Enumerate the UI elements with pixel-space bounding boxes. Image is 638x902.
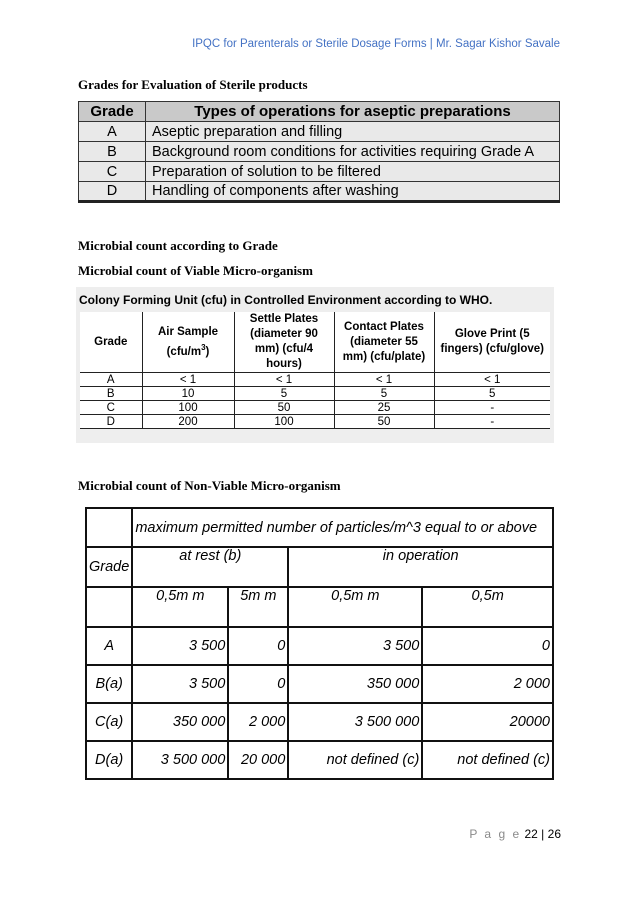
value-cell: 5 — [334, 387, 434, 401]
value-cell: < 1 — [142, 373, 234, 387]
value-cell: 2 000 — [422, 665, 553, 703]
table-row — [80, 415, 550, 429]
running-header: IPQC for Parenterals or Sterile Dosage Forms | Mr. Sagar Kishor Savale — [192, 38, 560, 50]
table-row — [79, 162, 560, 182]
table-row — [79, 182, 560, 202]
grades-table — [78, 101, 560, 203]
value-cell: not defined (c) — [422, 741, 553, 779]
non-viable-count-table — [85, 507, 554, 780]
air-sample-close: ) — [205, 345, 210, 358]
value-cell: 200 — [142, 415, 234, 429]
page-label: P a g e — [469, 827, 522, 841]
grade-cell: D — [80, 415, 142, 429]
value-cell: 3 500 — [288, 627, 422, 665]
viable-count-table — [80, 312, 550, 429]
grade-cell: A — [79, 122, 146, 142]
size-header: 0,5m — [422, 587, 553, 627]
value-cell: 10 — [142, 387, 234, 401]
operation-cell: Background room conditions for activities requiring Grade A — [146, 142, 560, 162]
column-header-air-sample — [142, 312, 234, 373]
value-cell: not defined (c) — [288, 741, 422, 779]
column-header-glove-print: Glove Print (5 fingers) (cfu/glove) — [434, 312, 550, 373]
value-cell: 20 000 — [228, 741, 288, 779]
value-cell: 350 000 — [288, 665, 422, 703]
size-header: 5m m — [228, 587, 288, 627]
column-header-grade: Grade — [80, 312, 142, 373]
table-row — [79, 142, 560, 162]
page-total: 26 — [547, 827, 561, 841]
operation-cell: Preparation of solution to be filtered — [146, 162, 560, 182]
size-header: 0,5m m — [288, 587, 422, 627]
value-cell: 3 500 000 — [132, 741, 228, 779]
page-number: 22 — [524, 827, 538, 841]
value-cell: 5 — [434, 387, 550, 401]
value-cell: < 1 — [334, 373, 434, 387]
table-header-row — [80, 312, 550, 373]
value-cell: 0 — [228, 627, 288, 665]
value-cell: 20000 — [422, 703, 553, 741]
grade-cell: A — [80, 373, 142, 387]
column-header-grade: Grade — [79, 102, 146, 122]
grade-cell: B — [79, 142, 146, 162]
size-header: 0,5m m — [132, 587, 228, 627]
value-cell: 100 — [234, 415, 334, 429]
table-header-row — [86, 547, 553, 587]
at-rest-header: at rest (b) — [132, 547, 288, 587]
empty-cell — [86, 587, 132, 627]
grade-cell: A — [86, 627, 132, 665]
value-cell: 50 — [334, 415, 434, 429]
value-cell: 3 500 000 — [288, 703, 422, 741]
column-header-settle-plates: Settle Plates (diameter 90 mm) (cfu/4 hours) — [234, 312, 334, 373]
grade-cell: D(a) — [86, 741, 132, 779]
air-sample-superscript: 3 — [201, 342, 206, 352]
section-heading-grades: Grades for Evaluation of Sterile products — [78, 77, 308, 92]
particles-caption: maximum permitted number of particles/m^3 equal to or above — [132, 508, 553, 547]
grade-cell: B(a) — [86, 665, 132, 703]
table-row — [86, 627, 553, 665]
value-cell: 0 — [228, 665, 288, 703]
value-cell: - — [434, 401, 550, 415]
table-size-row — [86, 587, 553, 627]
air-sample-label: Air Sample (cfu/m — [157, 325, 219, 358]
table-row — [86, 665, 553, 703]
column-header-contact-plates: Contact Plates (diameter 55 mm) (cfu/plate) — [334, 312, 434, 373]
value-cell: 3 500 — [132, 665, 228, 703]
value-cell: 3 500 — [132, 627, 228, 665]
operation-cell: Handling of components after washing — [146, 182, 560, 202]
section-subheading-viable: Microbial count of Viable Micro-organism — [78, 263, 313, 278]
viable-count-panel — [76, 287, 554, 443]
value-cell: 25 — [334, 401, 434, 415]
grade-cell: B — [80, 387, 142, 401]
value-cell: < 1 — [434, 373, 550, 387]
value-cell: < 1 — [234, 373, 334, 387]
in-operation-header: in operation — [288, 547, 553, 587]
grade-cell: C(a) — [86, 703, 132, 741]
table-row — [86, 741, 553, 779]
page-separator: | — [541, 827, 545, 841]
value-cell: 2 000 — [228, 703, 288, 741]
value-cell: 50 — [234, 401, 334, 415]
table-header-row — [79, 102, 560, 122]
page-footer — [0, 827, 561, 841]
grade-label: Grade — [86, 547, 132, 587]
table-row — [80, 373, 550, 387]
table-row — [86, 703, 553, 741]
value-cell: 0 — [422, 627, 553, 665]
table-row — [80, 387, 550, 401]
grade-cell: D — [79, 182, 146, 202]
value-cell: 350 000 — [132, 703, 228, 741]
section-heading-non-viable: Microbial count of Non-Viable Micro-organism — [78, 478, 341, 493]
column-header-operations: Types of operations for aseptic preparations — [146, 102, 560, 122]
value-cell: 5 — [234, 387, 334, 401]
value-cell: - — [434, 415, 550, 429]
section-heading-microbial-count: Microbial count according to Grade — [78, 238, 278, 253]
table-row — [79, 122, 560, 142]
table-row — [80, 401, 550, 415]
table-caption-row — [86, 508, 553, 547]
value-cell: 100 — [142, 401, 234, 415]
empty-cell — [86, 508, 132, 547]
viable-table-title: Colony Forming Unit (cfu) in Controlled Environment according to WHO. — [79, 293, 493, 307]
operation-cell: Aseptic preparation and filling — [146, 122, 560, 142]
grade-cell: C — [80, 401, 142, 415]
grade-cell: C — [79, 162, 146, 182]
